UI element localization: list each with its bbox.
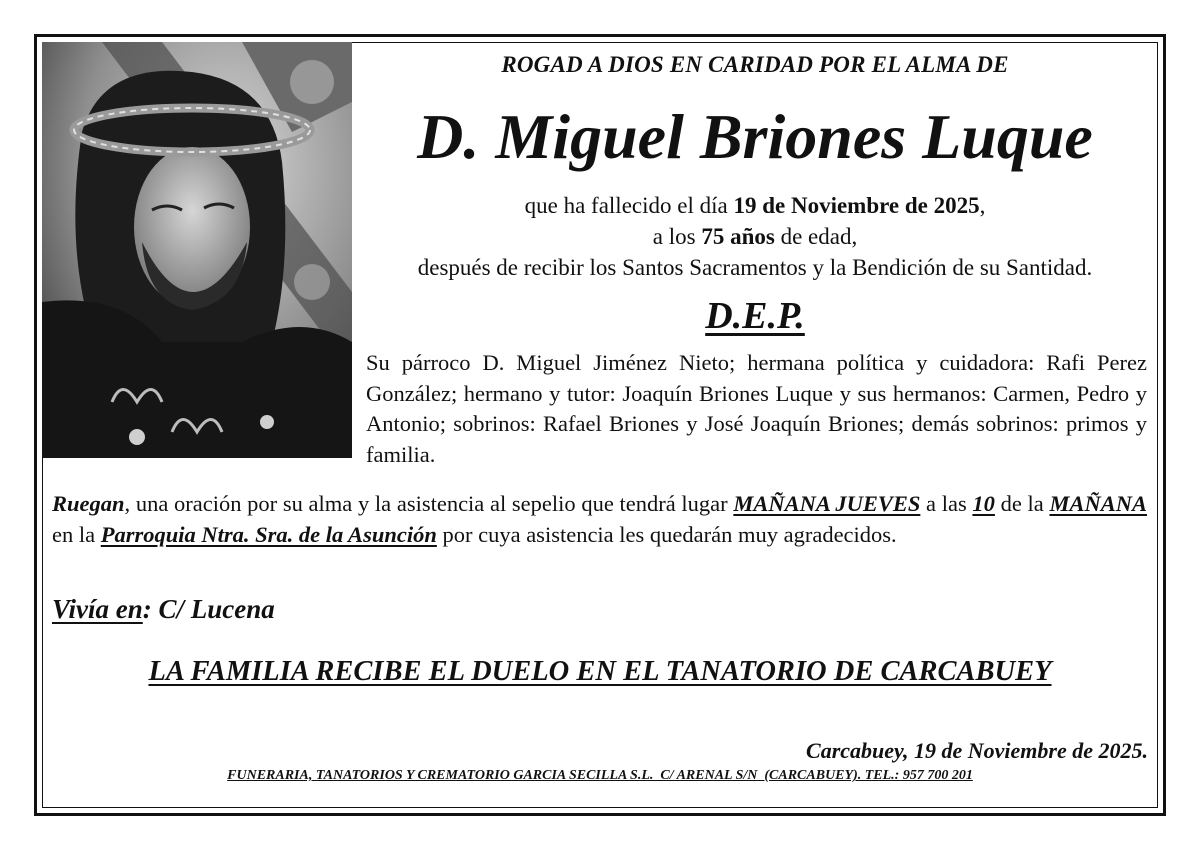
family-list: Su párroco D. Miguel Jiménez Nieto; hermana política y cuidadora: Rafi Perez González; hermano y tutor: Joaquín Briones Luque y sus hermanos: Carmen, Pedro y Antonio; sobrinos: Rafael Briones y José Joaquín Briones; demás sobrinos: primos y familia.: [366, 350, 1147, 467]
request-text-3: de la: [994, 491, 1050, 516]
request-text-4: en la: [52, 522, 101, 547]
age: 75 años: [701, 224, 775, 249]
christ-crown-of-thorns-icon: [42, 42, 352, 458]
christ-portrait-photo: [42, 42, 352, 458]
death-details: [360, 190, 1150, 283]
age-prefix: a los: [652, 224, 702, 249]
death-date-suffix: ,: [979, 193, 986, 218]
death-date-prefix: que ha fallecido el día: [524, 193, 734, 218]
church-name: Parroquia Ntra. Sra. de la Asunción: [100, 522, 437, 547]
prayer-intro: ROGAD A DIOS EN CARIDAD POR EL ALMA DE: [501, 52, 1009, 77]
deceased-name: D. Miguel Briones Luque: [417, 101, 1093, 172]
place-and-date: Carcabuey, 19 de Noviembre de 2025.: [806, 738, 1148, 763]
death-date: 19 de Noviembre de 2025: [733, 193, 980, 218]
sacraments-line: después de recibir los Santos Sacramentos y la Bendición de su Santidad.: [417, 255, 1093, 280]
burial-day: MAÑANA JUEVES: [733, 491, 921, 516]
request-text-1: , una oración por su alma y la asistencia al sepelio que tendrá lugar: [124, 491, 734, 516]
death-date-line: [360, 190, 1150, 221]
residence-value: : C/ Lucena: [142, 594, 275, 624]
request-text-5: por cuya asistencia les quedarán muy agradecidos.: [436, 522, 897, 547]
mourning-notice: LA FAMILIA RECIBE EL DUELO EN EL TANATORIO DE CARCABUEY: [148, 656, 1052, 687]
age-line: [360, 221, 1150, 252]
dep-heading: D.E.P.: [705, 295, 805, 337]
request-text-2: a las: [920, 491, 973, 516]
funeral-home-footer: FUNERARIA, TANATORIOS Y CREMATORIO GARCIA SECILLA S.L. C/ ARENAL S/N (CARCABUEY). TEL.: 957 700 201: [227, 768, 973, 783]
funeral-request: [52, 488, 1147, 550]
residence: [52, 594, 275, 625]
burial-period: MAÑANA: [1049, 491, 1147, 516]
residence-label: Vivía en: [52, 594, 143, 624]
request-lead: Ruegan: [52, 491, 125, 516]
age-suffix: de edad,: [774, 224, 858, 249]
burial-hour: 10: [972, 491, 995, 516]
